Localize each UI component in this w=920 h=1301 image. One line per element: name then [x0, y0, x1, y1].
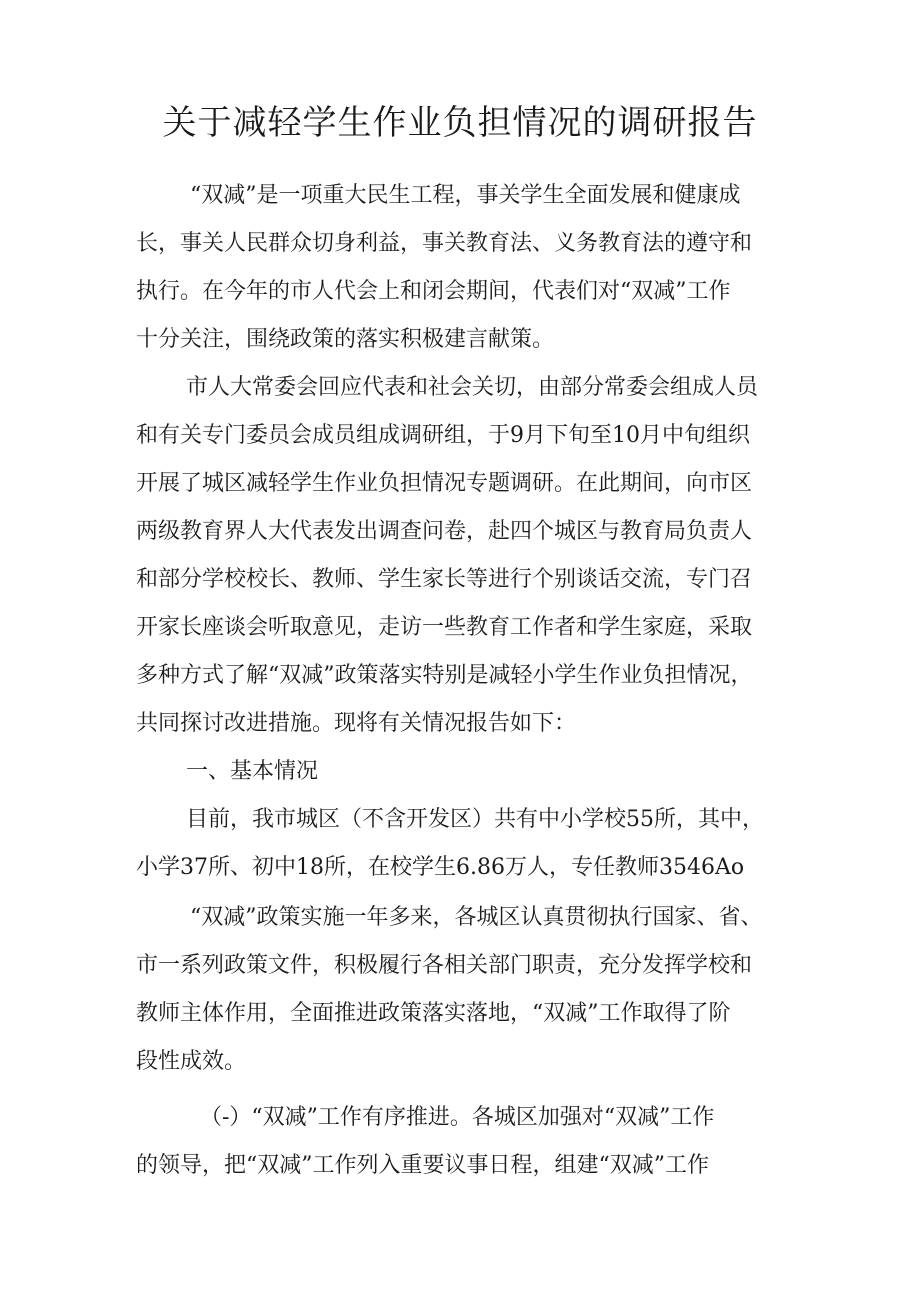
- paragraph-2-line-5: 和部分学校校长、教师、学生家长等进行个别谈话交流，专门召: [136, 567, 753, 592]
- paragraph-2-line-1: 市人大常委会回应代表和社会关切，由部分常委会组成人员: [186, 375, 759, 400]
- paragraph-4-line-3: 教师主体作用，全面推进政策落实落地，“双减”工作取得了阶: [136, 1001, 731, 1026]
- section-heading-basic-situation: 一、基本情况: [186, 759, 319, 784]
- paragraph-4-line-4: 段性成效。: [136, 1049, 247, 1074]
- paragraph-2-line-8: 共同探讨改进措施。现将有关情况报告如下：: [136, 711, 577, 736]
- paragraph-2-line-6: 开家长座谈会听取意见，走访一些教育工作者和学生家庭，采取: [136, 615, 753, 640]
- paragraph-5-line-2: 的领导，把“双减”工作列入重要议事日程，组建“双减”工作: [136, 1153, 709, 1178]
- paragraph-2-line-2: 和有关专门委员会成员组成调研组，于9月下旬至10月中旬组织: [136, 423, 750, 448]
- paragraph-1-line-4: 十分关注，围绕政策的落实积极建言献策。: [136, 327, 555, 352]
- document-title: 关于减轻学生作业负担情况的调研报告: [162, 103, 758, 143]
- paragraph-3-line-2: 小学37所、初中18所，在校学生6.86万人，专任教师3546Ao: [136, 855, 745, 880]
- paragraph-4-line-1: “双减”政策实施一年多来，各城区认真贯彻执行国家、省、: [190, 905, 763, 930]
- paragraph-2-line-7: 多种方式了解“双减”政策落实特别是减轻小学生作业负担情况，: [136, 663, 753, 688]
- paragraph-5-line-1: （-）“双减”工作有序推进。各城区加强对“双减”工作: [200, 1105, 715, 1130]
- paragraph-1-line-2: 长，事关人民群众切身利益，事关教育法、义务教育法的遵守和: [136, 231, 753, 256]
- paragraph-3-line-1: 目前，我市城区（不含开发区）共有中小学校55所，其中，: [186, 807, 764, 832]
- paragraph-2-line-3: 开展了城区减轻学生作业负担情况专题调研。在此期间，向市区: [136, 471, 753, 496]
- paragraph-1-line-3: 执行。在今年的市人代会上和闭会期间，代表们对“双减”工作: [136, 279, 731, 304]
- paragraph-4-line-2: 市一系列政策文件，积极履行各相关部门职责，充分发挥学校和: [136, 953, 753, 978]
- paragraph-1-line-1: “双减”是一项重大民生工程，事关学生全面发展和健康成: [190, 183, 741, 208]
- paragraph-2-line-4: 两级教育界人大代表发出调查问卷，赴四个城区与教育局负责人: [136, 519, 753, 544]
